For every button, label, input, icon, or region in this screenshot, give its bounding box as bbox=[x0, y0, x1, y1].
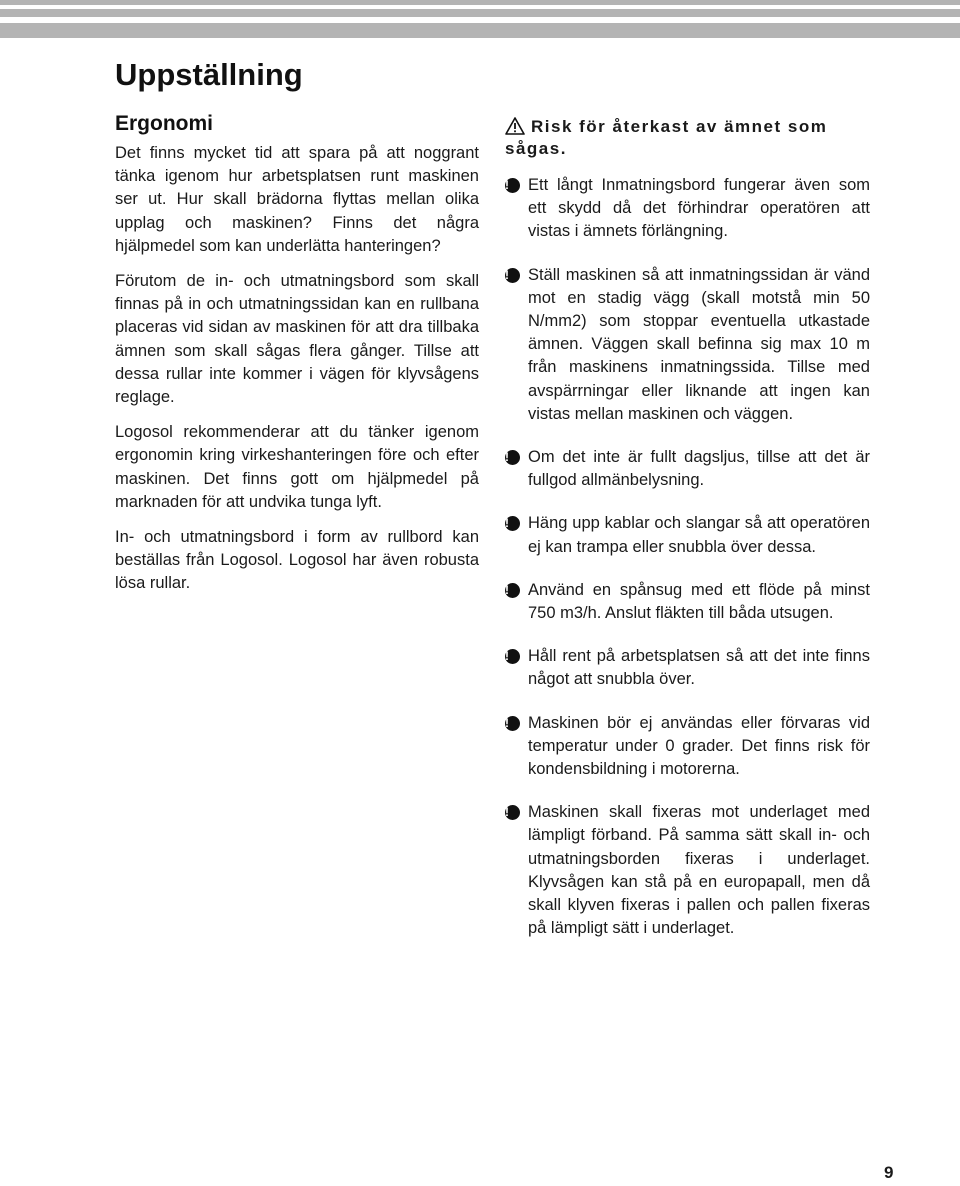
warning-heading-text: Risk för återkast av ämnet som sågas. bbox=[505, 117, 828, 158]
list-item bbox=[505, 264, 870, 426]
exclamation-circle-icon: ! bbox=[505, 268, 520, 283]
header-bars bbox=[0, 0, 960, 40]
exclamation-circle-icon: ! bbox=[505, 583, 520, 598]
exclamation-circle-icon: ! bbox=[505, 805, 520, 820]
paragraph: Det finns mycket tid att spara på att noggrant tänka igenom hur arbetsplatsen runt maskinen ser ut. Hur skall brädorna flyttas mellan olika upplag och maskinen? Finns det några hjälpmedel som kan underlätta hanteringen? bbox=[115, 144, 479, 255]
paragraph: Logosol rekommenderar att du tänker igenom ergonomin kring virkeshanteringen före och efter maskinen. Det finns gott om hjälpmedel på marknaden för att undvika tunga lyft. bbox=[115, 423, 479, 511]
list-item bbox=[505, 712, 870, 782]
header-bar bbox=[0, 9, 960, 17]
exclamation-circle-icon: ! bbox=[505, 178, 520, 193]
list-item-text: Maskinen skall fixeras mot underlaget med lämpligt förband. På samma sätt skall in- och utmatningsborden fixeras i underlaget. Klyvsågen kan stå på en europapall, men då skall klyven fixeras i pallen och pallen fixeras på lämpligt sätt i underlaget. bbox=[528, 803, 870, 938]
exclamation-circle-icon: ! bbox=[505, 450, 520, 465]
list-item-text: Häng upp kablar och slangar så att operatören ej kan trampa eller snubbla över dessa. bbox=[528, 514, 870, 556]
list-item bbox=[505, 801, 870, 940]
header-bar bbox=[0, 23, 960, 38]
list-item-text: Ställ maskinen så att inmatningssidan är vänd mot en stadig vägg (skall motstå min 50 N/mm2) som stoppar eventuella utkastade ämnen. Väggen skall befinna sig max 10 m från maskinens inmatningssida. Tillse med avspärrningar eller liknande att ingen kan vistas mellan maskinen och väggen. bbox=[528, 265, 870, 423]
section-title: Ergonomi bbox=[115, 112, 213, 135]
list-item bbox=[505, 645, 870, 691]
list-item-text: Maskinen bör ej användas eller förvaras vid temperatur under 0 grader. Det finns risk för kondensbildning i motorerna. bbox=[528, 713, 870, 779]
list-item-text: Om det inte är fullt dagsljus, tillse att det är fullgod allmänbelysning. bbox=[528, 448, 870, 490]
list-item bbox=[505, 446, 870, 492]
list-item-text: Ett långt Inmatningsbord fungerar även som ett skydd då det förhindrar operatören att vistas i ämnets förlängning. bbox=[528, 176, 870, 241]
header-bar bbox=[0, 0, 960, 5]
paragraph: In- och utmatningsbord i form av rullbord kan beställas från Logosol. Logosol har även robusta lösa rullar. bbox=[115, 528, 479, 593]
list-item bbox=[505, 512, 870, 558]
list-item-text: Använd en spånsug med ett flöde på minst 750 m3/h. Anslut fläkten till båda utsugen. bbox=[528, 580, 870, 623]
exclamation-circle-icon: ! bbox=[505, 516, 520, 531]
page-title: Uppställning bbox=[115, 57, 303, 92]
warning-heading bbox=[505, 116, 870, 160]
list-item bbox=[505, 174, 870, 244]
list-item-text: Håll rent på arbetsplatsen så att det inte finns något att snubbla över. bbox=[528, 647, 870, 689]
left-column bbox=[115, 112, 479, 608]
exclamation-circle-icon: ! bbox=[505, 649, 520, 664]
page-number: 9 bbox=[884, 1163, 894, 1182]
paragraph: Förutom de in- och utmatningsbord som skall finnas på in och utmatningssidan kan en rullbana placeras vid sidan av maskinen för att dra tillbaka ämnen som skall sågas flera gånger. Tillse att dessa rullar inte kommer i vägen för klyvsågens reglage. bbox=[115, 272, 479, 407]
warning-triangle-icon bbox=[505, 117, 525, 135]
exclamation-circle-icon: ! bbox=[505, 716, 520, 731]
list-item bbox=[505, 579, 870, 625]
right-column bbox=[505, 116, 870, 960]
